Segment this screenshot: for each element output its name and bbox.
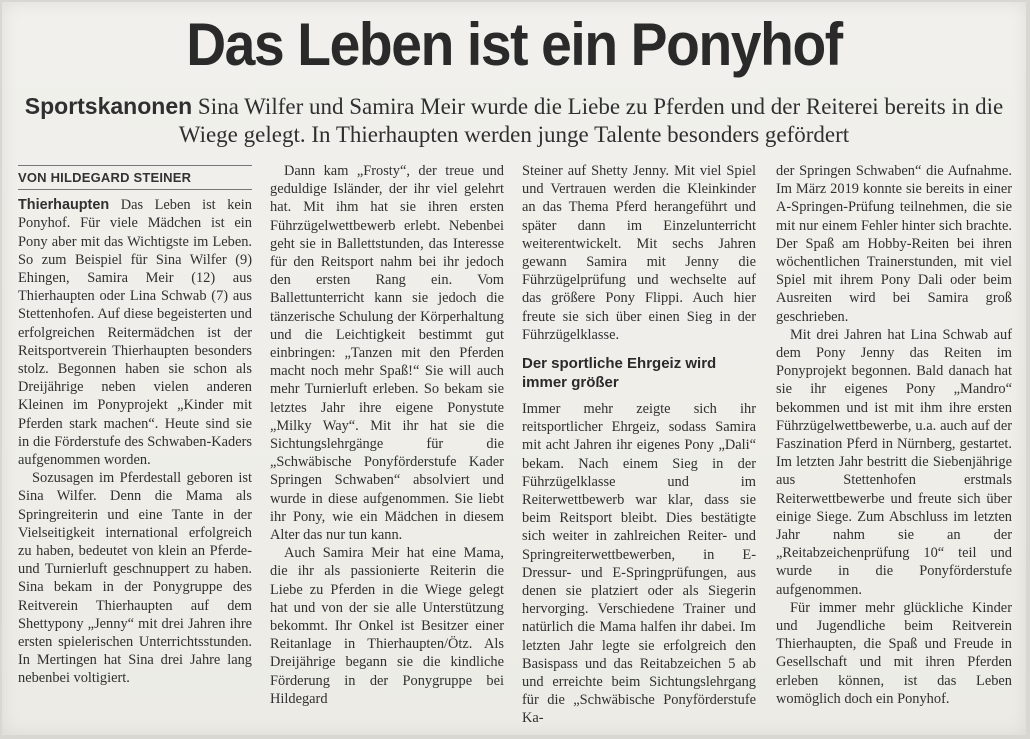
subheadline-kicker: Sportskanonen — [24, 93, 193, 119]
col4-paragraph-2: Mit drei Jahren hat Lina Schwab auf dem Pony Jenny das Reiten im Ponyprojekt begonnen. Bald danach hat sie ihr eigenes Pony „Mandro“ bekommen und ist mit ihm ihre ersten Führzügelwettbewerbe, u.a. auch auf der Faszination Pferd in Nürnberg, gestartet. Im letzten Jahr bestritt die Siebenjährige aus Stettenhofen erstmals Reiterwettbewerbe und freute sich über einige Siege. Zum Abschluss im letzten Jahr nahm sie an der „Reitabzeichenprüfung 10“ teil und wurde in die Ponyförderstufe aufgenommen. — [776, 326, 1012, 598]
column-2 — [270, 162, 504, 708]
col1-paragraph-1 — [18, 196, 252, 469]
article-subheadline — [12, 92, 1016, 149]
byline: VON HILDEGARD STEINER — [18, 165, 252, 190]
col2-paragraph-1: Dann kam „Frosty“, der treue und geduldige Isländer, der ihr viel gelehrt hat. Mit ihm hat sie ihren ersten Führzügelwettbewerb erlebt. Nebenbei geht sie in Ballettstunden, das Interesse für den Reitsport nahm bei ihr jedoch den ersten Rang ein. Vom Ballettunterricht kann sie jedoch die tänzerische Schulung der Körperhaltung und die Leichtigkeit bestimmt gut einbringen: „Tanzen mit den Pferden macht noch mehr Spaß!“ Sie will auch mehr Turnierluft erleben. So bekam sie letztes Jahr ihre eigene Ponystute „Milky Way“. Mit ihr hat sie die Sichtungslehrgänge für die „Schwäbische Ponyförderstufe Kader Springen Schwaben“ absolviert und wurde in diese aufgenommen. Sie liebt ihr Pony, wie ein Mädchen in diesem Alter das nur tun kann. — [270, 163, 504, 544]
column-4 — [776, 162, 1012, 708]
article-headline: Das Leben ist ein Ponyhof — [186, 11, 842, 78]
column-3 — [522, 162, 756, 728]
intertitle: Der sportliche Ehrgeiz wird immer größer — [522, 355, 717, 392]
subheadline-text: Sina Wilfer und Samira Meir wurde die Liebe zu Pferden und der Reiterei bereits in die Wiege gelegt. In Thierhaupten werden junge Talente besonders gefördert — [178, 94, 1004, 147]
col4-paragraph-3: Für immer mehr glückliche Kinder und Jugendliche beim Reitverein Thierhaupten, die Spaß und Freude in Gesellschaft und mit ihren Pferden erleben können, ist das Leben womöglich doch ein Ponyhof. — [776, 599, 1012, 707]
col3-paragraph-1: Steiner auf Shetty Jenny. Mit viel Spiel und Vertrauen werden die Kleinkinder an das Thema Pferd herangeführt und später dann im Einzelunterricht weiterentwickelt. Mit sechs Jahren gewann Samira mit Jenny die Führzügelprüfung und wechselte auf das größere Pony Flippi. Auch hier freute sie sich über einen Sieg in der Führzügelklasse. — [522, 163, 756, 343]
column-1 — [18, 165, 252, 688]
col2-paragraph-2: Auch Samira Meir hat eine Mama, die ihr als passionierte Reiterin die Liebe zu Pferden in die Wiege gelegt hat und von der sie alle Unterstützung bekommt. Ihr Onkel ist Besitzer einer Reitanlage in Thierhaupten/Ötz. Als Dreijährige begann sie die kindliche Förderung in der Ponygruppe bei Hildegard — [270, 545, 504, 707]
col3-paragraph-2: Immer mehr zeigte sich ihr reitsportlicher Ehrgeiz, sodass Samira mit acht Jahren ihr eigenes Pony „Dali“ bekam. Nach einem Sieg in der Führzügelklasse und im Reiterwettbewerb war klar, dass sie beim Reitsport bleibt. Dies bestätigte sich weiter in zahlreichen Reiter- und Springreiterwettbewerben, in E-Dressur- und E-Springprüfungen, aus denen sie platziert oder als Siegerin hervorging. Verschiedene Trainer und natürlich die Mama halfen ihr dabei. Im letzten Jahr legte sie erfolgreich den Basispass und das Reitabzeichen 5 ab und erreichte beim Sichtungslehrgang für die „Schwäbische Ponyförderstufe Ka- — [522, 401, 756, 727]
col1-paragraph-1-text: Das Leben ist kein Ponyhof. Für viele Mädchen ist ein Pony aber mit das Wichtigste im Leben. So zum Beispiel für Sina Wilfer (9) Ehingen, Samira Meir (12) aus Thierhaupten oder Lina Schwab (7) aus Stettenhofen. Auf diese begeisterten und erfolgreichen Reitermädchen ist der Reitsportverein Thierhaupten besonders stolz. Begonnen haben sie schon als Dreijährige neben vielen anderen Kleinen im Ponyprojekt „Kinder mit Pferden stark machen“. Heute sind sie in die Förderstufe des Schwaben-Kaders aufgenommen worden. — [18, 197, 252, 469]
col4-paragraph-1: der Springen Schwaben“ die Aufnahme. Im März 2019 konnte sie bereits in einer A-Springen-Prüfung teilnehmen, die sie mit nur einem Fehler hinter sich brachte. Der Spaß am Hobby-Reiten bei ihren wöchentlichen Trainerstunden, mit viel Spiel mit ihrem Pony Dali oder beim Ausreiten wird bei Samira groß geschrieben. — [776, 163, 1012, 325]
dateline: Thierhaupten — [18, 197, 110, 214]
newspaper-clipping — [2, 2, 1026, 735]
col1-paragraph-2: Sozusagen im Pferdestall geboren ist Sina Wilfer. Denn die Mama als Springreiterin und eine Tante in der Vielseitigkeit international erfolgreich zu haben, bedeutet von klein an Pferde- und Turnierluft geschnuppert zu haben. Sina bekam in der Ponygruppe des Reitverein Thierhaupten auf dem Shettypony „Jenny“ mit drei Jahren ihre ersten spielerischen Unterrichtsstunden. In Mertingen hat Sina drei Jahre lang nebenbei voltigiert. — [18, 470, 252, 687]
